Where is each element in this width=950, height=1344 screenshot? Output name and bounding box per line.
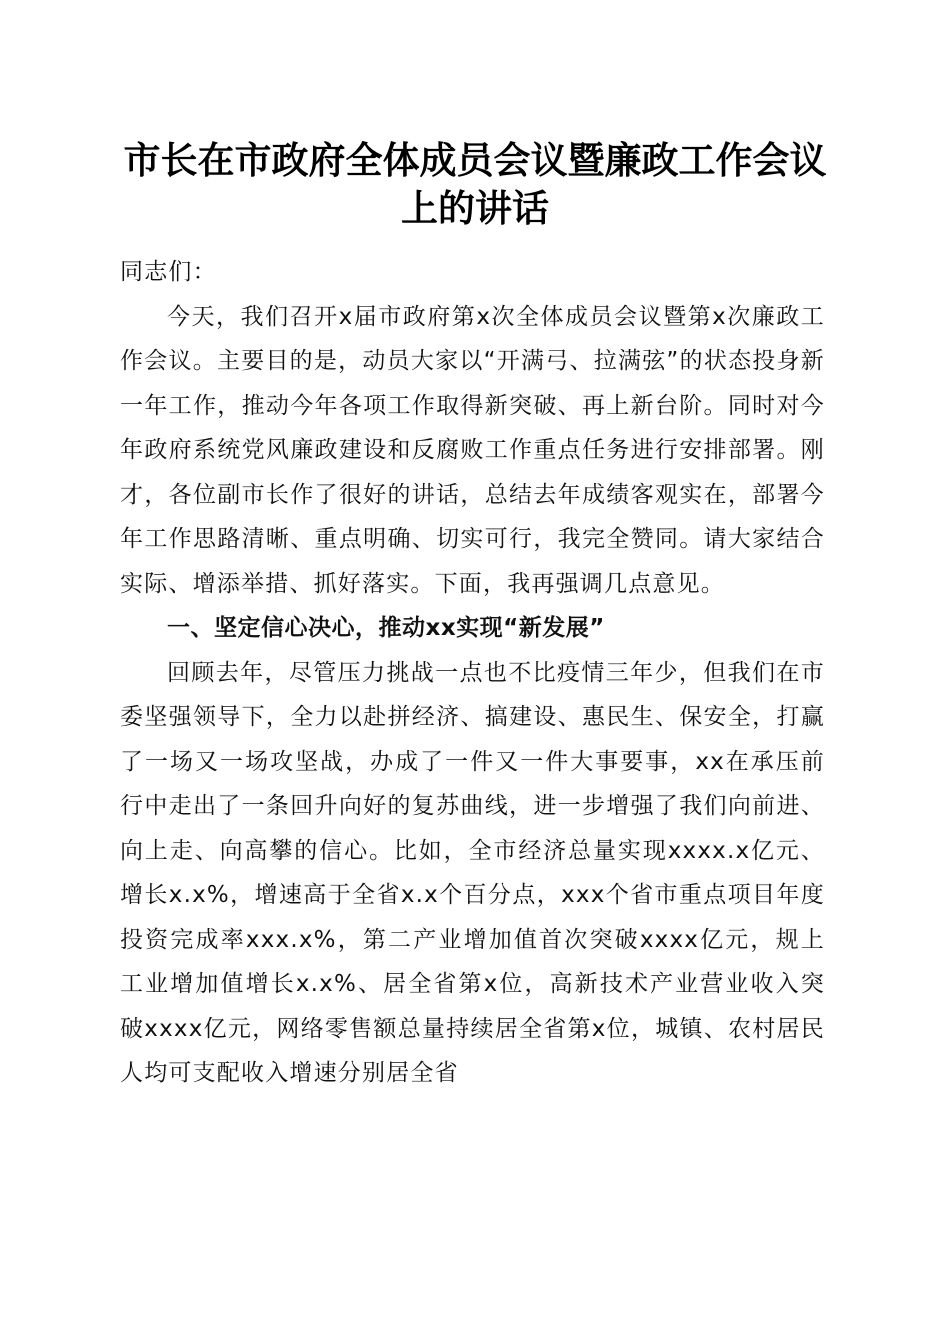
paragraph-review: 回顾去年，尽管压力挑战一点也不比疫情三年少，但我们在市委坚强领导下，全力以赴拼经济、搞建设、惠民生、保安全，打赢了一场又一场攻坚战，办成了一件又一件大事要事，xx在承压前行中走出了一条回升向好的复苏曲线，进一步增强了我们向前进、向上走、向高攀的信心。比如，全市经济总量实现xxxx.x亿元、增长x.x%，增速高于全省x.x个百分点，xxx个省市重点项目年度投资完成率xxx.x%，第二产业增加值首次突破xxxx亿元，规上工业增加值增长x.x%、居全省第x位，高新技术产业营业收入突破xxxx亿元，网络零售额总量持续居全省第x位，城镇、农村居民人均可支配收入增速分别居全省: [120, 659, 825, 1086]
section-heading-1: 一、坚定信心决心，推动xx实现“新发展”: [167, 615, 605, 641]
document-body: [120, 250, 825, 1096]
document-title: 市长在市政府全体成员会议暨廉政工作会议上的讲话: [123, 138, 827, 230]
salutation: 同志们：: [120, 259, 217, 285]
paragraph-opening: 今天，我们召开x届市政府第x次全体成员会议暨第x次廉政工作会议。主要目的是，动员大家以“开满弓、拉满弦”的状态投身新一年工作，推动今年各项工作取得新突破、再上新台阶。同时对今年政府系统党风廉政建设和反腐败工作重点任务进行安排部署。刚才，各位副市长作了很好的讲话，总结去年成绩客观实在，部署今年工作思路清晰、重点明确、切实可行，我完全赞同。请大家结合实际、增添举措、抓好落实。下面，我再强调几点意见。: [120, 303, 825, 597]
